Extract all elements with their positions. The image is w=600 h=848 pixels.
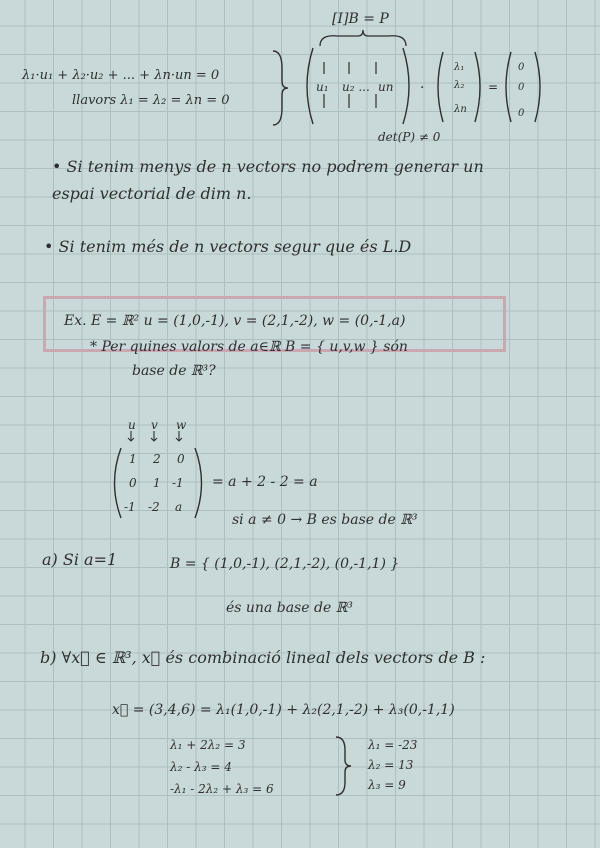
matrix-cell: -1 [124, 500, 136, 514]
solution-1: λ₁ = -23 [368, 738, 418, 752]
bullet-2: • Si tenim més de n vectors segur que és L.D [44, 237, 412, 256]
multiply-dot: · [420, 80, 425, 96]
matrix-header-v: v [151, 418, 158, 432]
part-a-conclusion: és una base de ℝ³ [226, 600, 353, 616]
header-arrows-icon [124, 430, 194, 444]
matrix-cell: -2 [148, 500, 160, 514]
solution-2: λ₂ = 13 [368, 758, 414, 772]
determinant-condition: det(P) ≠ 0 [378, 130, 441, 144]
matrix-cell: 0 [129, 476, 137, 490]
system-eq-3: -λ₁ - 2λ₂ + λ₃ = 6 [170, 782, 274, 796]
example-statement: Ex. E = ℝ² u = (1,0,-1), v = (2,1,-2), w = (0,-1,a) [64, 313, 406, 329]
solution-3: λ₃ = 9 [368, 778, 406, 792]
matrix-left-paren-icon [108, 446, 124, 520]
basis-condition: si a ≠ 0 → B es base de ℝ³ [232, 512, 418, 528]
right-brace-icon [270, 48, 290, 128]
zero-paren-right-icon [532, 50, 546, 124]
basis-label: [I]B = P [332, 11, 389, 27]
matrix-cell: a [175, 500, 183, 514]
matrix-cell: 1 [153, 476, 161, 490]
part-b-label: b) ∀x⃗ ∈ ℝ³, x⃗ és combinació lineal dels vectors de B : [40, 648, 486, 667]
lambda-2: λ₂ [454, 80, 465, 91]
matrix-col-u2: u₂ ... [342, 80, 370, 94]
matrix-col-un: un [378, 80, 394, 94]
matrix-right-paren-icon [192, 446, 208, 520]
matrix-paren-right-icon [400, 46, 416, 126]
bullet-1-line-1: • Si tenim menys de n vectors no podrem generar un [52, 157, 484, 176]
overbrace-icon [318, 28, 408, 48]
lambda-paren-right-icon [472, 50, 486, 124]
matrix-cell: 0 [177, 452, 185, 466]
lambda-paren-left-icon [432, 50, 446, 124]
part-b-equation: x⃗ = (3,4,6) = λ₁(1,0,-1) + λ₂(2,1,-2) + λ₃(0,-1,1) [112, 702, 455, 718]
equals-sign: = [488, 80, 499, 94]
example-question: * Per quines valors de a∈ℝ B = { u,v,w } són [90, 339, 408, 355]
bullet-1-line-2: espai vectorial de dim n. [52, 184, 252, 203]
matrix-col-u1: u₁ [316, 80, 329, 94]
matrix-cell: 1 [129, 452, 137, 466]
linear-combination-eq: λ₁·u₁ + λ₂·u₂ + ... + λn·un = 0 [22, 68, 220, 83]
system-eq-1: λ₁ + 2λ₂ = 3 [170, 738, 246, 752]
matrix-cell: -1 [172, 476, 184, 490]
zero-paren-left-icon [500, 50, 514, 124]
matrix-header-u: u [128, 418, 136, 432]
system-brace-icon [333, 734, 353, 798]
lambda-1: λ₁ [454, 62, 465, 73]
lambda-n: λn [454, 104, 467, 115]
determinant-result: = a + 2 - 2 = a [212, 474, 318, 490]
example-question-end: base de ℝ³? [132, 363, 216, 379]
zero-3: 0 [518, 108, 525, 119]
part-a-label: a) Si a=1 [42, 550, 118, 569]
part-a-basis: B = { (1,0,-1), (2,1,-2), (0,-1,1) } [170, 556, 400, 572]
scalars-zero-eq: llavors λ₁ = λ₂ = λn = 0 [72, 93, 230, 108]
system-eq-2: λ₂ - λ₃ = 4 [170, 760, 232, 774]
matrix-cell: 2 [153, 452, 161, 466]
zero-1: 0 [518, 62, 525, 73]
matrix-header-w: w [176, 418, 187, 432]
zero-2: 0 [518, 82, 525, 93]
